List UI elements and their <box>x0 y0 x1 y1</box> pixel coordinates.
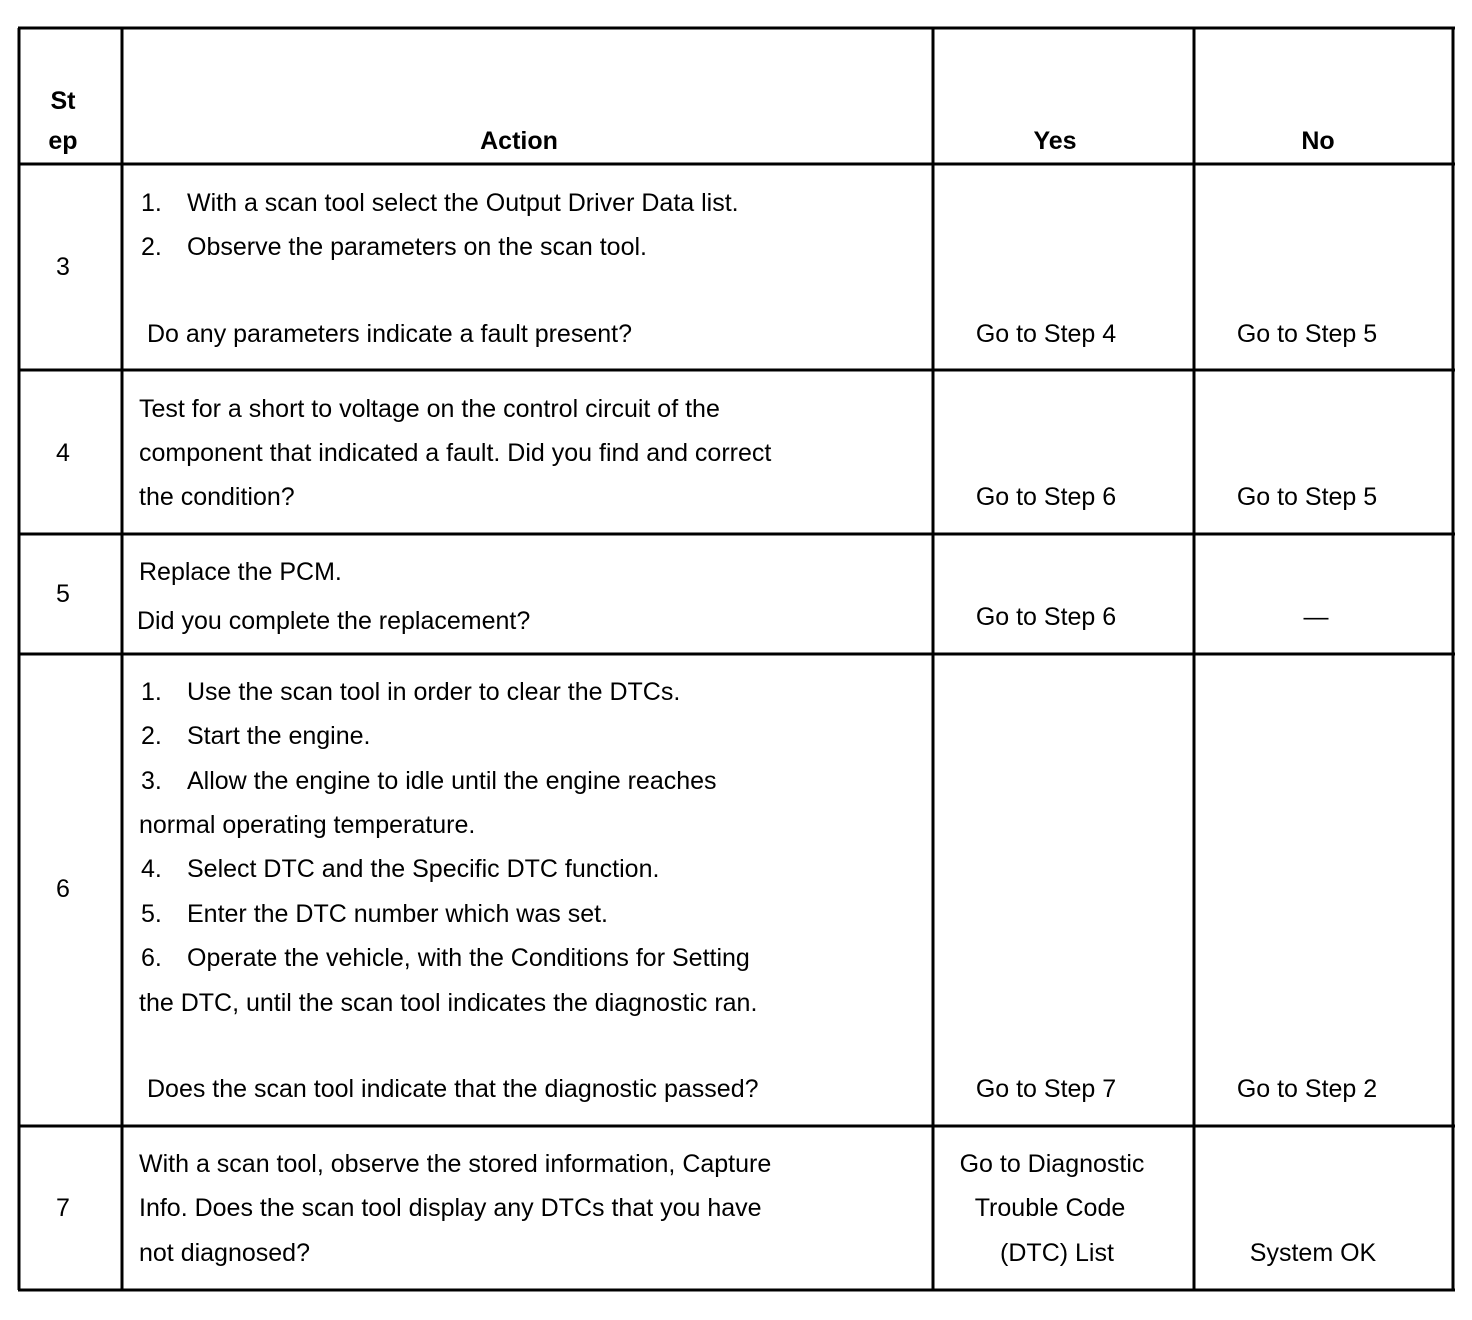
step-number: 5 <box>56 580 70 608</box>
action-text: With a scan tool select the Output Driver Data list. <box>187 189 739 217</box>
step-number: 7 <box>56 1194 70 1222</box>
yes-result-line: Go to Diagnostic <box>959 1150 1145 1178</box>
list-number: 4. <box>141 855 162 883</box>
action-text: Enter the DTC number which was set. <box>187 900 608 928</box>
action-text: component that indicated a fault. Did you find and correct <box>139 439 772 467</box>
list-number: 1. <box>141 189 162 217</box>
action-text: normal operating temperature. <box>139 811 476 839</box>
list-number: 2. <box>141 722 162 750</box>
no-result: Go to Step 5 <box>1236 320 1378 348</box>
action-text: Info. Does the scan tool display any DTCs that you have <box>139 1194 762 1222</box>
header-step-line-1: St <box>50 87 76 115</box>
action-text: Select DTC and the Specific DTC function. <box>187 855 660 883</box>
action-text: Allow the engine to idle until the engine reaches <box>187 767 717 795</box>
action-text: Test for a short to voltage on the control circuit of the <box>139 395 720 423</box>
action-text: Use the scan tool in order to clear the DTCs. <box>187 678 681 706</box>
header-step-line-2: ep <box>48 127 78 155</box>
header-action: Action <box>480 127 558 155</box>
yes-result: Go to Step 6 <box>975 483 1117 511</box>
action-question: Does the scan tool indicate that the diagnostic passed? <box>147 1075 759 1103</box>
step-number: 4 <box>56 439 70 467</box>
no-result: Go to Step 2 <box>1236 1075 1378 1103</box>
list-number: 6. <box>141 944 162 972</box>
yes-result-line: (DTC) List <box>1000 1239 1114 1267</box>
step-number: 6 <box>56 875 70 903</box>
action-text: With a scan tool, observe the stored information, Capture <box>139 1150 772 1178</box>
yes-result-line: Trouble Code <box>974 1194 1126 1222</box>
step-number: 3 <box>56 253 70 281</box>
list-number: 1. <box>141 678 162 706</box>
list-number: 2. <box>141 233 162 261</box>
yes-result: Go to Step 6 <box>975 603 1117 631</box>
header-yes: Yes <box>1033 127 1077 155</box>
action-question: not diagnosed? <box>139 1239 310 1267</box>
action-text: Replace the PCM. <box>139 558 342 586</box>
header-no: No <box>1301 127 1335 155</box>
yes-result: Go to Step 4 <box>975 320 1117 348</box>
action-text: Start the engine. <box>187 722 371 750</box>
action-text: the DTC, until the scan tool indicates the diagnostic ran. <box>139 989 758 1017</box>
action-text: the condition? <box>139 483 295 511</box>
list-number: 5. <box>141 900 162 928</box>
no-result: Go to Step 5 <box>1236 483 1378 511</box>
action-text: Observe the parameters on the scan tool. <box>187 233 647 261</box>
no-result: — <box>1303 603 1329 631</box>
no-result: System OK <box>1249 1239 1377 1267</box>
action-question: Did you complete the replacement? <box>137 607 531 635</box>
list-number: 3. <box>141 767 162 795</box>
yes-result: Go to Step 7 <box>975 1075 1117 1103</box>
action-question: Do any parameters indicate a fault present? <box>147 320 632 348</box>
action-text: Operate the vehicle, with the Conditions for Setting <box>187 944 750 972</box>
